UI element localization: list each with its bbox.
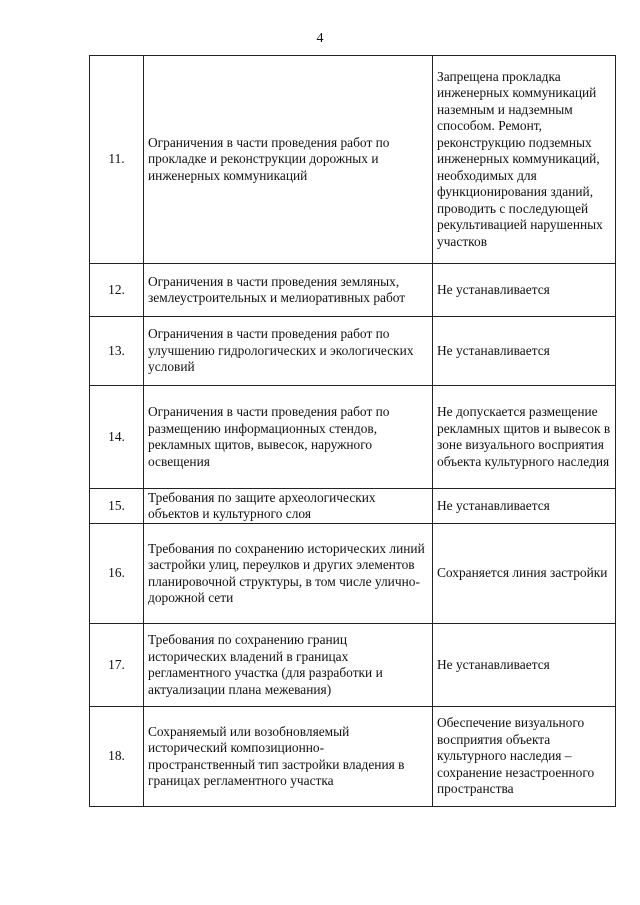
restriction-description: Ограничения в части проведения работ по прокладке и реконструкции дорожных и инженерных коммуникаций — [144, 56, 433, 264]
table-row — [90, 624, 616, 707]
table-row — [90, 707, 616, 807]
table-row — [90, 317, 616, 386]
restriction-description: Ограничения в части проведения земляных, землеустроительных и мелиоративных работ — [144, 264, 433, 317]
restriction-description: Ограничения в части проведения работ по улучшению гидрологических и экологических условий — [144, 317, 433, 386]
row-number: 17. — [90, 624, 144, 707]
row-number: 14. — [90, 386, 144, 489]
row-number: 11. — [90, 56, 144, 264]
table-row — [90, 524, 616, 624]
restriction-value: Сохраняется линия застройки — [433, 524, 616, 624]
row-number: 12. — [90, 264, 144, 317]
row-number: 15. — [90, 489, 144, 524]
regulations-table — [89, 55, 616, 807]
restriction-value: Не устанавливается — [433, 317, 616, 386]
restriction-description: Требования по сохранению границ исторических владений в границах регламентного участка (для разработки и актуализации плана межевания) — [144, 624, 433, 707]
restriction-description: Ограничения в части проведения работ по размещению информационных стендов, рекламных щитов, вывесок, наружного освещения — [144, 386, 433, 489]
restriction-description: Требования по защите археологических объектов и культурного слоя — [144, 489, 433, 524]
restriction-value: Не допускается размещение рекламных щитов и вывесок в зоне визуального восприятия объекта культурного наследия — [433, 386, 616, 489]
table-row — [90, 386, 616, 489]
table-row — [90, 264, 616, 317]
restriction-description: Сохраняемый или возобновляемый исторический композиционно-пространственный тип застройки владения в границах регламентного участка — [144, 707, 433, 807]
table-row — [90, 489, 616, 524]
restriction-value: Запрещена прокладка инженерных коммуникаций наземным и надземным способом. Ремонт, реконструкцию подземных инженерных коммуникаций, необходимых для функционирования зданий, проводить с последующей рекультивацией нарушенных участков — [433, 56, 616, 264]
restriction-value: Не устанавливается — [433, 489, 616, 524]
row-number: 18. — [90, 707, 144, 807]
restriction-value: Не устанавливается — [433, 624, 616, 707]
restriction-description: Требования по сохранению исторических линий застройки улиц, переулков и других элементов планировочной структуры, в том числе улично-дорожной сети — [144, 524, 433, 624]
restriction-value: Не устанавливается — [433, 264, 616, 317]
page-number: 4 — [316, 31, 324, 46]
row-number: 16. — [90, 524, 144, 624]
table-row — [90, 56, 616, 264]
row-number: 13. — [90, 317, 144, 386]
restriction-value: Обеспечение визуального восприятия объекта культурного наследия – сохранение незастроенного пространства — [433, 707, 616, 807]
